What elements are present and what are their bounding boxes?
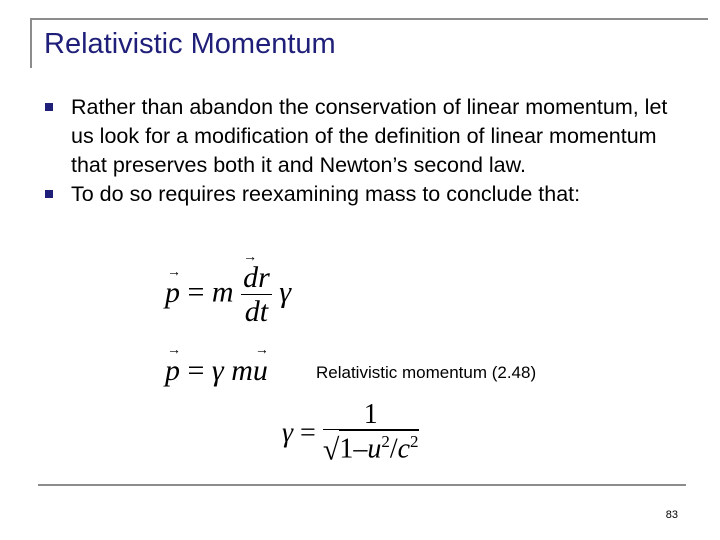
bullet-square-icon xyxy=(45,190,53,198)
eq3-one: 1 xyxy=(339,433,354,465)
bullet-text: Rather than abandon the conservation of linear momentum, let us look for a modification of the definition of linear momentum that preserves both it and Newton’s second law. xyxy=(71,95,668,177)
equation-gamma-definition xyxy=(282,400,419,467)
eq3-numerator: 1 xyxy=(323,400,419,430)
equation-relativistic-momentum xyxy=(165,354,268,388)
eq3-minus: – xyxy=(353,433,368,465)
eq1-gamma: γ xyxy=(279,275,292,309)
bullet-square-icon xyxy=(45,103,53,111)
eq3-sqrt xyxy=(323,430,419,466)
eq1-fraction xyxy=(241,262,272,328)
equation-caption: Relativistic momentum (2.48) xyxy=(316,363,537,382)
sqrt-icon: √ xyxy=(322,433,340,467)
eq3-c: c xyxy=(397,433,411,465)
bullet-list xyxy=(44,93,694,209)
bullet-text: To do so requires reexamining mass to conclude that: xyxy=(71,182,581,206)
eq2-p: → p xyxy=(165,354,180,388)
page-number: 83 xyxy=(665,509,678,521)
eq3-u-exponent: 2 xyxy=(381,432,390,452)
equation-momentum-definition xyxy=(165,262,291,328)
eq3-c-exponent: 2 xyxy=(410,432,419,452)
eq2-gamma: γ xyxy=(211,354,224,387)
eq2-equals: = xyxy=(187,354,205,387)
eq3-radicand xyxy=(339,430,418,465)
eq3-fraction xyxy=(323,400,419,467)
eq1-p: → p xyxy=(165,276,180,310)
eq2-u: → u xyxy=(253,354,268,388)
eq1-equals: = xyxy=(187,275,205,309)
eq1-m: m xyxy=(211,275,234,309)
bullet-item xyxy=(44,180,694,209)
eq3-slash: / xyxy=(389,433,398,465)
eq3-u: u xyxy=(367,433,382,465)
slide-title: Relativistic Momentum xyxy=(44,28,336,60)
eq3-gamma: γ xyxy=(282,417,294,449)
eq1-numerator: → dr xyxy=(241,262,272,295)
footer-divider xyxy=(38,484,686,486)
eq1-denominator: dt xyxy=(244,294,269,328)
eq2-m: m xyxy=(231,354,253,387)
eq3-denominator xyxy=(323,430,419,466)
eq3-equals: = xyxy=(300,417,316,449)
bullet-item xyxy=(44,93,694,180)
